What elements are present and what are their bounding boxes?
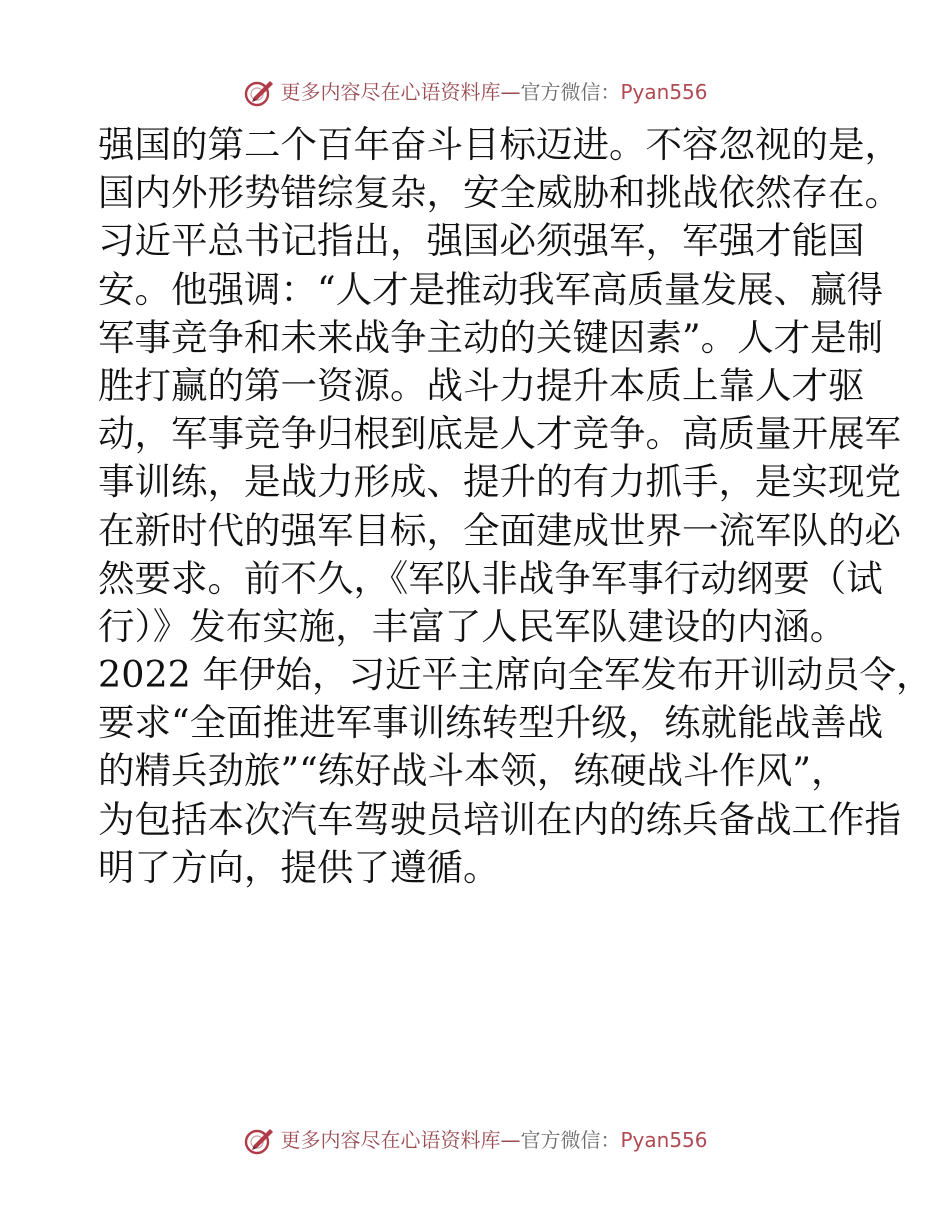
banner-separator: — (500, 80, 521, 104)
footer-banner (0, 1120, 950, 1160)
banner-main-text: 更多内容尽在心语资料库 (280, 80, 501, 104)
text-line: 2022 年伊始，习近平主席向全军发布开训动员令， (98, 653, 933, 697)
text-line: 习近平总书记指出，强国必须强军，军强才能国 (98, 219, 865, 263)
text-line: 动，军事竞争归根到底是人才竞争。高质量开展军 (98, 412, 901, 456)
text-line: 要求“全面推进军事训练转型升级，练就能战善战 (98, 701, 884, 745)
text-line: 国内外形势错综复杂，安全威胁和挑战依然存在。 (98, 171, 901, 215)
pen-logo-icon (242, 75, 276, 109)
banner-wechat-id: Pyan556 (620, 80, 708, 104)
banner-label: 官方微信： (520, 80, 621, 104)
text-line: 然要求。前不久，《军队非战争军事行动纲要（试 (98, 556, 883, 600)
banner-separator: — (500, 1128, 521, 1152)
text-line: 行）》发布实施，丰富了人民军队建设的内涵。 (98, 604, 847, 648)
header-banner (0, 72, 950, 112)
text-line: 胜打赢的第一资源。战斗力提升本质上靠人才驱 (98, 363, 865, 407)
text-line: 明了方向，提供了遵循。 (98, 845, 500, 889)
text-line: 的精兵劲旅”“练好战斗本领，练硬战斗作风”， (98, 749, 848, 793)
text-line: 在新时代的强军目标，全面建成世界一流军队的必 (98, 508, 901, 552)
banner-main-text: 更多内容尽在心语资料库 (280, 1128, 501, 1152)
text-line: 军事竞争和未来战争主动的关键因素”。人才是制 (98, 315, 884, 359)
banner-wechat-id: Pyan556 (620, 1128, 708, 1152)
text-line: 事训练，是战力形成、提升的有力抓手，是实现党 (98, 460, 901, 504)
banner-label: 官方微信： (520, 1128, 621, 1152)
body-paragraph (98, 121, 933, 892)
text-line: 为包括本次汽车驾驶员培训在内的练兵备战工作指 (98, 797, 901, 841)
text-line: 安。他强调：“人才是推动我军高质量发展、赢得 (98, 267, 884, 311)
pen-logo-icon (242, 1123, 276, 1157)
text-line: 强国的第二个百年奋斗目标迈进。不容忽视的是， (98, 123, 901, 166)
